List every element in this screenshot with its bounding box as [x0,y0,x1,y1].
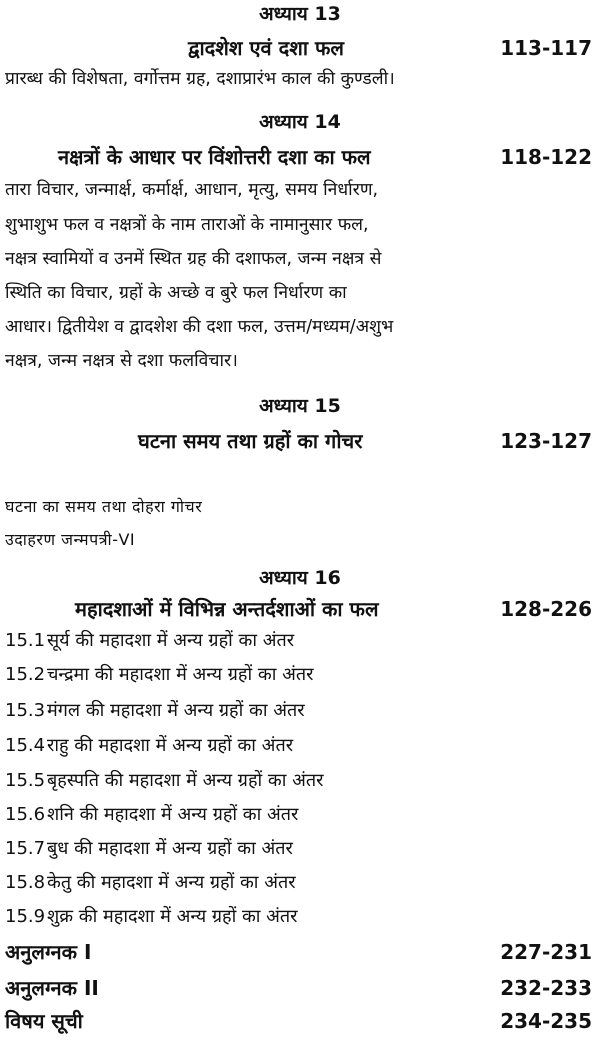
chapter-14-description-line: तारा विचार, जन्मार्क्ष, कर्मार्क्ष, आधान, मृत्यु, समय निर्धारण, [5,180,379,200]
chapter-14-heading [0,142,600,172]
chapter-13-title: द्वादशेश एवं दशा फल [188,36,344,60]
subsection-text: सूर्य की महादशा में अन्य ग्रहों का अंतर [47,630,295,651]
chapter-14-pages: 118-122 [500,145,592,169]
appendix-pages: 234-235 [500,1009,592,1033]
subsection-text: चन्द्रमा की महादशा में अन्य ग्रहों का अंतर [47,664,314,685]
subsection-number: 15.7 [5,838,46,859]
chapter-14-description-line: शुभाशुभ फल व नक्षत्रों के नाम ताराओं के नामानुसार फल, [5,215,369,235]
chapter-14-description-line: स्थिति का विचार, ग्रहों के अच्छे व बुरे फल निर्धारण का [5,283,347,303]
chapter-15-title: घटना समय तथा ग्रहों का गोचर [138,429,363,453]
chapter-15-label: अध्याय 15 [259,395,341,417]
subsection-item [5,834,293,864]
appendix-pages: 227-231 [500,940,592,964]
subsection-text: राहु की महादशा में अन्य ग्रहों का अंतर [47,735,294,756]
subsection-item [5,800,298,830]
chapter-16-label: अध्याय 16 [259,567,341,589]
subsection-text: शनि की महादशा में अन्य ग्रहों का अंतर [47,804,299,825]
chapter-14-description-line: आधार। द्वितीयेश व द्वादशेश की दशा फल, उत्तम/मध्यम/अशुभ [5,317,394,337]
subsection-text: बृहस्पति की महादशा में अन्य ग्रहों का अंतर [47,770,324,791]
subsection-text: मंगल की महादशा में अन्य ग्रहों का अंतर [47,700,305,721]
chapter-14-description-line: नक्षत्र, जन्म नक्षत्र से दशा फलविचार। [5,351,238,371]
chapter-13-heading [0,33,600,63]
appendix-row [0,1005,600,1037]
subsection-item [5,731,293,761]
chapter-16-pages: 128-226 [500,597,592,621]
appendix-pages: 232-233 [500,976,592,1000]
subsection-item [5,696,305,726]
appendix-label: विषय सूची [5,1009,83,1033]
subsection-number: 15.8 [5,872,46,893]
chapter-15-description-line: घटना का समय तथा दोहरा गोचर [5,497,203,516]
subsection-item [5,626,294,656]
subsection-text: शुक्र की महादशा में अन्य ग्रहों का अंतर [47,906,298,927]
subsection-text: केतु की महादशा में अन्य ग्रहों का अंतर [47,872,296,893]
subsection-item [5,660,313,690]
subsection-number: 15.4 [5,735,46,756]
appendix-row [0,936,600,968]
chapter-15-pages: 123-127 [500,429,592,453]
chapter-16-heading [0,594,600,624]
subsection-number: 15.3 [5,700,46,721]
subsection-number: 15.6 [5,804,46,825]
subsection-number: 15.2 [5,664,46,685]
chapter-14-title: नक्षत्रों के आधार पर विंशोत्तरी दशा का फल [58,145,371,169]
chapter-14-label: अध्याय 14 [259,111,341,133]
subsection-text: बुध की महादशा में अन्य ग्रहों का अंतर [47,838,293,859]
subsection-item [5,766,323,796]
subsection-number: 15.5 [5,770,46,791]
appendix-label: अनुलग्नक I [5,940,92,964]
subsection-item [5,902,298,932]
appendix-label: अनुलग्नक II [5,976,99,1000]
subsection-number: 15.1 [5,630,46,651]
chapter-16-title: महादशाओं में विभिन्न अन्तर्दशाओं का फल [75,597,379,621]
appendix-row [0,972,600,1004]
chapter-13-label: अध्याय 13 [259,3,341,25]
chapter-13-pages: 113-117 [500,36,592,60]
chapter-15-heading [0,426,600,456]
chapter-15-description-line: उदाहरण जन्मपत्री-VI [5,530,136,549]
chapter-13-description-line: प्रारब्ध की विशेषता, वर्गोत्तम ग्रह, दशाप्रारंभ काल की कुण्डली। [5,69,395,89]
subsection-number: 15.9 [5,906,46,927]
subsection-item [5,868,296,898]
chapter-14-description-line: नक्षत्र स्वामियों व उनमें स्थित ग्रह की दशाफल, जन्म नक्षत्र से [5,249,382,269]
